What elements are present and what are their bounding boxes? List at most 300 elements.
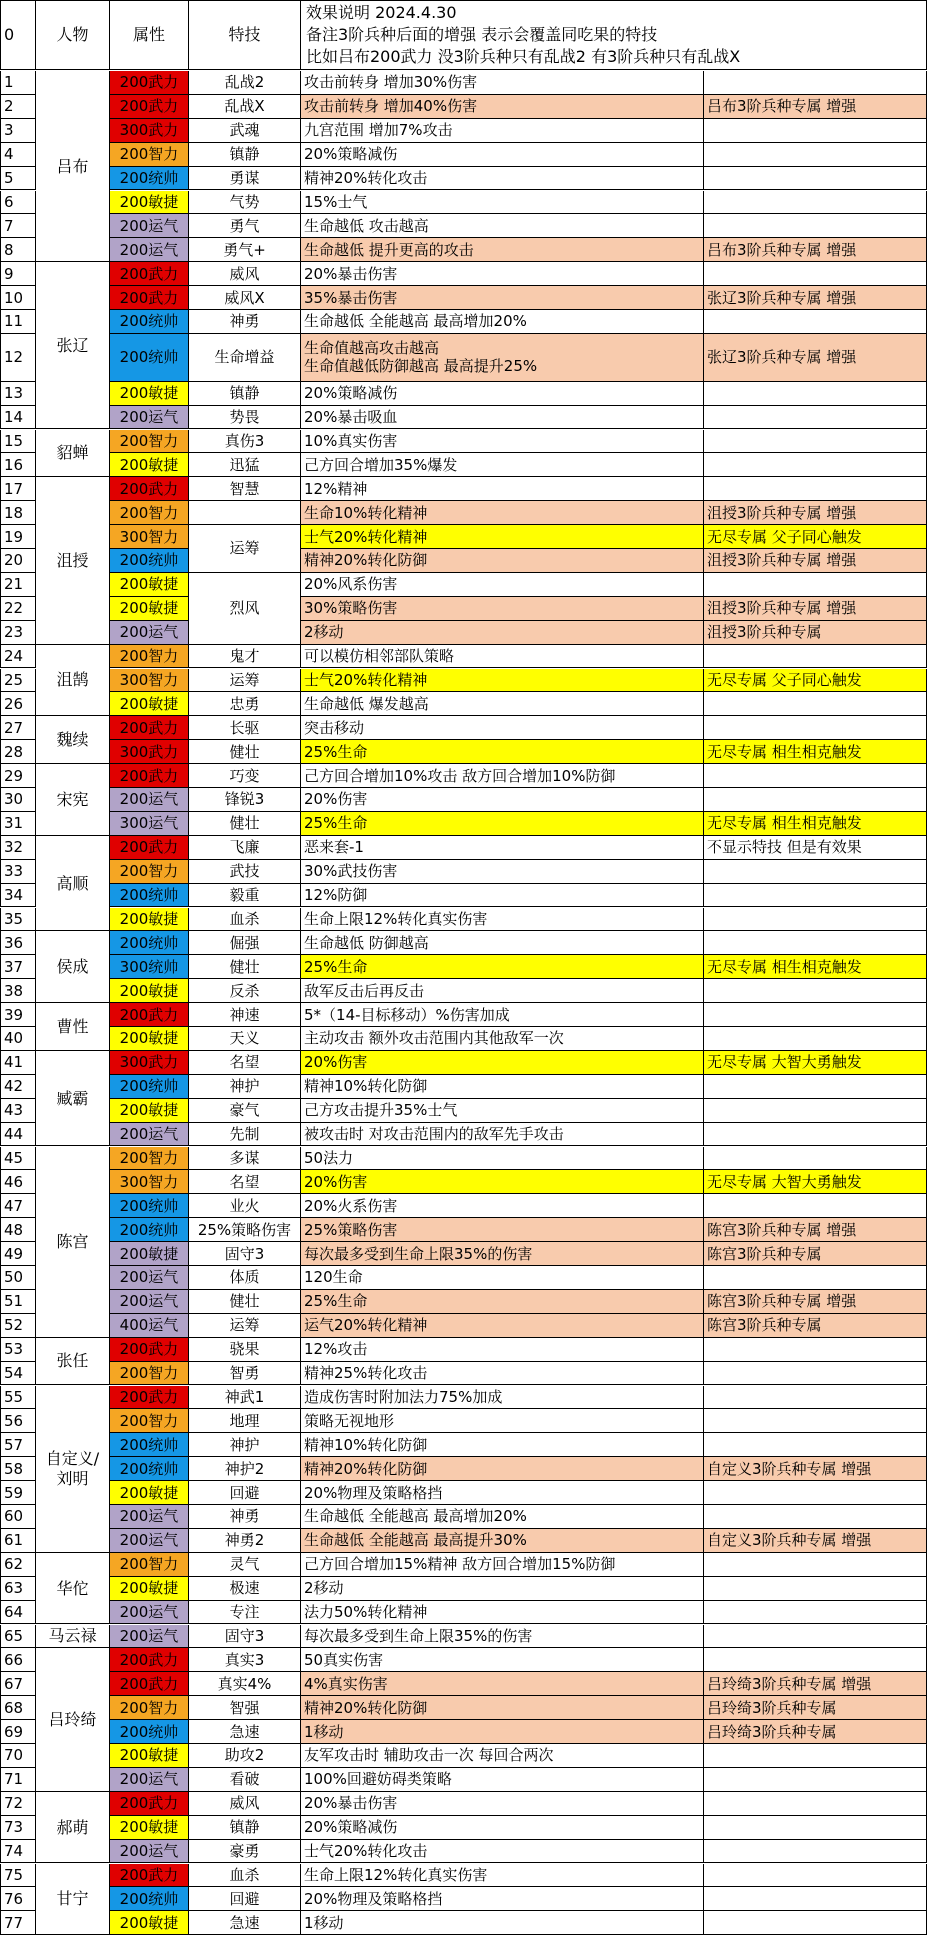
effect-note: 精神20%转化防御	[301, 549, 704, 573]
attribute-badge: 200统帅	[110, 334, 189, 382]
character-name: 宋宪	[36, 764, 110, 836]
skill-name: 智勇	[189, 1362, 301, 1386]
effect-note: 可以模仿相邻部队策略	[301, 645, 704, 669]
effect-note: 恶来套-1	[301, 836, 704, 860]
exclusive-note: 无尽专属 大智大勇触发	[704, 1051, 927, 1075]
attribute-badge: 200运气	[110, 1625, 189, 1649]
row-index: 47	[0, 1194, 36, 1218]
character-name: 自定义/刘明	[36, 1386, 110, 1553]
character-name: 陈宫	[36, 1147, 110, 1338]
attribute-badge: 200敏捷	[110, 1816, 189, 1840]
attribute-badge: 200智力	[110, 1696, 189, 1720]
exclusive-note	[704, 1409, 927, 1433]
exclusive-note	[704, 1075, 927, 1099]
character-name: 甘宁	[36, 1864, 110, 1935]
exclusive-note: 无尽专属 父子同心触发	[704, 525, 927, 549]
effect-note: 120生命	[301, 1266, 704, 1290]
skill-name: 镇静	[189, 143, 301, 167]
exclusive-note: 吕玲绮3阶兵种专属 增强	[704, 1672, 927, 1696]
character-name: 貂蝉	[36, 430, 110, 478]
effect-note: 运气20%转化精神	[301, 1314, 704, 1338]
effect-note: 20%暴击伤害	[301, 1792, 704, 1816]
skill-name: 助攻2	[189, 1744, 301, 1768]
effect-note: 12%攻击	[301, 1338, 704, 1362]
exclusive-note: 无尽专属 相生相克触发	[704, 955, 927, 979]
effect-note: 25%生命	[301, 740, 704, 764]
attribute-badge: 200武力	[110, 1338, 189, 1362]
exclusive-note: 无尽专属 相生相克触发	[704, 740, 927, 764]
attribute-badge: 200智力	[110, 1553, 189, 1577]
row-index: 76	[0, 1887, 36, 1911]
skill-name: 神速	[189, 1003, 301, 1027]
effect-note: 2移动	[301, 621, 704, 645]
character-name: 吕布	[36, 71, 110, 262]
exclusive-note: 吕布3阶兵种专属 增强	[704, 95, 927, 119]
attribute-badge: 200运气	[110, 1123, 189, 1147]
attribute-badge: 200运气	[110, 621, 189, 645]
skill-name: 体质	[189, 1266, 301, 1290]
attribute-badge: 200运气	[110, 1840, 189, 1864]
skill-name: 神护2	[189, 1457, 301, 1481]
skill-name: 健壮	[189, 1290, 301, 1314]
skill-name: 多谋	[189, 1147, 301, 1171]
row-index: 1	[0, 71, 36, 95]
character-name: 张辽	[36, 262, 110, 429]
exclusive-note	[704, 716, 927, 740]
row-index: 12	[0, 334, 36, 382]
row-index: 74	[0, 1840, 36, 1864]
row-index: 3	[0, 119, 36, 143]
effect-note: 20%火系伤害	[301, 1194, 704, 1218]
effect-note: 精神10%转化防御	[301, 1075, 704, 1099]
skill-name: 烈风	[189, 573, 301, 645]
exclusive-note	[704, 1433, 927, 1457]
skill-name: 锋锐3	[189, 788, 301, 812]
skill-name: 生命增益	[189, 334, 301, 382]
exclusive-note: 沮授3阶兵种专属 增强	[704, 549, 927, 573]
exclusive-note: 沮授3阶兵种专属	[704, 621, 927, 645]
skill-name: 名望	[189, 1051, 301, 1075]
effect-note: 30%策略伤害	[301, 597, 704, 621]
character-name: 张任	[36, 1338, 110, 1386]
attribute-badge: 200武力	[110, 262, 189, 286]
exclusive-note	[704, 1744, 927, 1768]
effect-note: 50法力	[301, 1147, 704, 1171]
attribute-badge: 200统帅	[110, 884, 189, 908]
row-index: 32	[0, 836, 36, 860]
character-name: 吕玲绮	[36, 1648, 110, 1791]
skill-name: 25%策略伤害	[189, 1218, 301, 1242]
exclusive-note	[704, 1768, 927, 1792]
exclusive-note: 自定义3阶兵种专属 增强	[704, 1457, 927, 1481]
skill-name: 专注	[189, 1601, 301, 1625]
character-name: 沮鹄	[36, 645, 110, 717]
effect-note: 12%精神	[301, 477, 704, 501]
attribute-badge: 200敏捷	[110, 1242, 189, 1266]
row-index: 15	[0, 430, 36, 454]
attribute-badge: 200智力	[110, 1409, 189, 1433]
attribute-badge: 200智力	[110, 1147, 189, 1171]
header-description	[301, 0, 927, 70]
exclusive-note: 张辽3阶兵种专属 增强	[704, 334, 927, 382]
skill-name: 智强	[189, 1696, 301, 1720]
exclusive-note	[704, 1099, 927, 1123]
effect-note: 九宫范围 增加7%攻击	[301, 119, 704, 143]
skill-name: 极速	[189, 1577, 301, 1601]
skill-name: 地理	[189, 1409, 301, 1433]
effect-note: 法力50%转化精神	[301, 1601, 704, 1625]
attribute-badge: 200敏捷	[110, 1481, 189, 1505]
skill-name: 镇静	[189, 382, 301, 406]
row-index: 52	[0, 1314, 36, 1338]
exclusive-note	[704, 262, 927, 286]
row-index: 72	[0, 1792, 36, 1816]
effect-note: 35%暴击伤害	[301, 286, 704, 310]
exclusive-note: 无尽专属 父子同心触发	[704, 669, 927, 693]
attribute-badge: 200武力	[110, 764, 189, 788]
skill-name: 天义	[189, 1027, 301, 1051]
skill-name: 回避	[189, 1481, 301, 1505]
row-index: 71	[0, 1768, 36, 1792]
attribute-badge: 200武力	[110, 95, 189, 119]
attribute-badge: 200智力	[110, 501, 189, 525]
row-index: 37	[0, 955, 36, 979]
effect-note: 20%伤害	[301, 1051, 704, 1075]
row-index: 11	[0, 310, 36, 334]
row-index: 40	[0, 1027, 36, 1051]
effect-note: 士气20%转化精神	[301, 525, 704, 549]
effect-note: 20%物理及策略格挡	[301, 1481, 704, 1505]
effect-note: 2移动	[301, 1577, 704, 1601]
exclusive-note	[704, 573, 927, 597]
exclusive-note	[704, 167, 927, 191]
attribute-badge: 200敏捷	[110, 1099, 189, 1123]
attribute-badge: 200武力	[110, 1003, 189, 1027]
effect-note: 主动攻击 额外攻击范围内其他敌军一次	[301, 1027, 704, 1051]
skill-name: 回避	[189, 1887, 301, 1911]
row-index: 5	[0, 167, 36, 191]
effect-note: 1移动	[301, 1720, 704, 1744]
exclusive-note	[704, 119, 927, 143]
effect-note: 50真实伤害	[301, 1648, 704, 1672]
skill-name: 真实4%	[189, 1672, 301, 1696]
effect-note: 生命越低 攻击越高	[301, 214, 704, 238]
skill-name: 健壮	[189, 740, 301, 764]
attribute-badge: 200敏捷	[110, 908, 189, 932]
header-description-line: 比如吕布200武力 没3阶兵种只有乱战2 有3阶兵种只有乱战X	[306, 46, 921, 68]
skill-name: 急速	[189, 1911, 301, 1935]
exclusive-note	[704, 692, 927, 716]
exclusive-note	[704, 1266, 927, 1290]
attribute-badge: 200武力	[110, 477, 189, 501]
skill-name: 神护	[189, 1433, 301, 1457]
exclusive-note	[704, 1864, 927, 1888]
exclusive-note	[704, 214, 927, 238]
character-name: 马云禄	[36, 1625, 110, 1649]
row-index: 69	[0, 1720, 36, 1744]
attribute-badge: 300运气	[110, 812, 189, 836]
effect-note: 攻击前转身 增加30%伤害	[301, 71, 704, 95]
character-name: 曹性	[36, 1003, 110, 1051]
character-name: 臧霸	[36, 1051, 110, 1147]
row-index: 65	[0, 1625, 36, 1649]
attribute-badge: 200智力	[110, 143, 189, 167]
row-index: 39	[0, 1003, 36, 1027]
exclusive-note	[704, 453, 927, 477]
row-index: 30	[0, 788, 36, 812]
exclusive-note	[704, 1625, 927, 1649]
effect-note: 策略无视地形	[301, 1409, 704, 1433]
row-index: 21	[0, 573, 36, 597]
exclusive-note	[704, 406, 927, 430]
skill-name: 名望	[189, 1170, 301, 1194]
skill-name: 反杀	[189, 979, 301, 1003]
character-name: 郝萌	[36, 1792, 110, 1864]
effect-note: 15%士气	[301, 191, 704, 215]
row-index: 31	[0, 812, 36, 836]
exclusive-note	[704, 764, 927, 788]
effect-note: 己方攻击提升35%士气	[301, 1099, 704, 1123]
skill-name: 威风	[189, 262, 301, 286]
row-index: 20	[0, 549, 36, 573]
effect-note: 生命越低 提升更高的攻击	[301, 238, 704, 262]
attribute-badge: 200统帅	[110, 1887, 189, 1911]
row-index: 14	[0, 406, 36, 430]
attribute-badge: 200敏捷	[110, 382, 189, 406]
row-index: 62	[0, 1553, 36, 1577]
skill-name: 乱战X	[189, 95, 301, 119]
skill-name: 健壮	[189, 812, 301, 836]
exclusive-note	[704, 645, 927, 669]
row-index: 44	[0, 1123, 36, 1147]
effect-note-line: 生命值越低防御越高 最高提升25%	[304, 357, 537, 375]
effect-note: 生命越低 全能越高 最高增加20%	[301, 1505, 704, 1529]
skill-name: 真实3	[189, 1648, 301, 1672]
attribute-badge: 200武力	[110, 286, 189, 310]
header-character: 人物	[36, 0, 110, 70]
exclusive-note	[704, 71, 927, 95]
exclusive-note	[704, 430, 927, 454]
header-description-line: 效果说明 2024.4.30	[306, 2, 921, 24]
row-index: 66	[0, 1648, 36, 1672]
effect-note: 每次最多受到生命上限35%的伤害	[301, 1242, 704, 1266]
skill-name: 巧变	[189, 764, 301, 788]
attribute-badge: 200武力	[110, 716, 189, 740]
skill-name: 勇谋	[189, 167, 301, 191]
attribute-badge: 200敏捷	[110, 597, 189, 621]
exclusive-note	[704, 1648, 927, 1672]
effect-note: 精神20%转化防御	[301, 1696, 704, 1720]
skill-name: 势畏	[189, 406, 301, 430]
row-index: 46	[0, 1170, 36, 1194]
attribute-badge: 200敏捷	[110, 573, 189, 597]
exclusive-note	[704, 884, 927, 908]
exclusive-note	[704, 788, 927, 812]
skill-name: 运筹	[189, 525, 301, 573]
effect-note: 100%回避妨碍类策略	[301, 1768, 704, 1792]
attribute-badge: 200统帅	[110, 1194, 189, 1218]
exclusive-note: 无尽专属 相生相克触发	[704, 812, 927, 836]
skill-name: 固守3	[189, 1242, 301, 1266]
row-index: 56	[0, 1409, 36, 1433]
row-index: 63	[0, 1577, 36, 1601]
attribute-badge: 200武力	[110, 1672, 189, 1696]
exclusive-note	[704, 1911, 927, 1935]
effect-note: 己方回合增加35%爆发	[301, 453, 704, 477]
attribute-badge: 200统帅	[110, 310, 189, 334]
skill-name	[189, 501, 301, 525]
skill-name: 飞廉	[189, 836, 301, 860]
exclusive-note	[704, 860, 927, 884]
row-index: 8	[0, 238, 36, 262]
skill-name: 长驱	[189, 716, 301, 740]
row-index: 61	[0, 1529, 36, 1553]
exclusive-note	[704, 310, 927, 334]
effect-note: 己方回合增加15%精神 敌方回合增加15%防御	[301, 1553, 704, 1577]
exclusive-note: 自定义3阶兵种专属 增强	[704, 1529, 927, 1553]
effect-note: 25%生命	[301, 1290, 704, 1314]
row-index: 42	[0, 1075, 36, 1099]
effect-note: 20%伤害	[301, 1170, 704, 1194]
row-index: 23	[0, 621, 36, 645]
row-index: 4	[0, 143, 36, 167]
exclusive-note	[704, 1362, 927, 1386]
row-index: 75	[0, 1864, 36, 1888]
effect-note: 20%策略减伤	[301, 382, 704, 406]
attribute-badge: 200统帅	[110, 1075, 189, 1099]
skill-name: 倔强	[189, 931, 301, 955]
skill-name: 血杀	[189, 1864, 301, 1888]
attribute-badge: 200运气	[110, 1529, 189, 1553]
skill-name: 神武1	[189, 1386, 301, 1410]
character-name: 魏续	[36, 716, 110, 764]
effect-note: 25%生命	[301, 812, 704, 836]
effect-note: 5*（14-目标移动）%伤害加成	[301, 1003, 704, 1027]
effect-note: 生命越低 爆发越高	[301, 692, 704, 716]
skill-name: 健壮	[189, 955, 301, 979]
row-index: 38	[0, 979, 36, 1003]
attribute-badge: 200敏捷	[110, 1027, 189, 1051]
skill-name: 固守3	[189, 1625, 301, 1649]
row-index: 35	[0, 908, 36, 932]
effect-note: 生命上限12%转化真实伤害	[301, 1864, 704, 1888]
attribute-badge: 200智力	[110, 860, 189, 884]
skill-name: 急速	[189, 1720, 301, 1744]
exclusive-note	[704, 191, 927, 215]
exclusive-note	[704, 143, 927, 167]
exclusive-note	[704, 1577, 927, 1601]
exclusive-note	[704, 477, 927, 501]
row-index: 6	[0, 191, 36, 215]
effect-note: 造成伤害时附加法力75%加成	[301, 1386, 704, 1410]
row-index: 18	[0, 501, 36, 525]
skill-name: 运筹	[189, 669, 301, 693]
exclusive-note	[704, 1792, 927, 1816]
attribute-badge: 200武力	[110, 836, 189, 860]
row-index: 48	[0, 1218, 36, 1242]
row-index: 53	[0, 1338, 36, 1362]
skill-name: 乱战2	[189, 71, 301, 95]
attribute-badge: 400运气	[110, 1314, 189, 1338]
effect-note: 25%生命	[301, 955, 704, 979]
effect-note: 20%物理及策略格挡	[301, 1887, 704, 1911]
exclusive-note: 沮授3阶兵种专属 增强	[704, 597, 927, 621]
attribute-badge: 200运气	[110, 1768, 189, 1792]
row-index: 36	[0, 931, 36, 955]
row-index: 60	[0, 1505, 36, 1529]
skill-name: 威风X	[189, 286, 301, 310]
character-name: 华佗	[36, 1553, 110, 1625]
header-skill: 特技	[189, 0, 301, 70]
row-index: 16	[0, 453, 36, 477]
character-name: 侯成	[36, 931, 110, 1003]
effect-note: 精神10%转化防御	[301, 1433, 704, 1457]
effect-note: 30%武技伤害	[301, 860, 704, 884]
effect-note: 20%暴击吸血	[301, 406, 704, 430]
row-index: 59	[0, 1481, 36, 1505]
attribute-badge: 200敏捷	[110, 979, 189, 1003]
row-index: 77	[0, 1911, 36, 1935]
attribute-badge: 300智力	[110, 1170, 189, 1194]
effect-note: 20%策略减伤	[301, 143, 704, 167]
attribute-badge: 300智力	[110, 669, 189, 693]
row-index: 17	[0, 477, 36, 501]
row-index: 29	[0, 764, 36, 788]
effect-note: 生命越低 全能越高 最高增加20%	[301, 310, 704, 334]
skill-name: 灵气	[189, 1553, 301, 1577]
attribute-badge: 200统帅	[110, 1720, 189, 1744]
attribute-badge: 200武力	[110, 1648, 189, 1672]
effect-note: 己方回合增加10%攻击 敌方回合增加10%防御	[301, 764, 704, 788]
attribute-badge: 200统帅	[110, 167, 189, 191]
exclusive-note	[704, 1553, 927, 1577]
exclusive-note	[704, 382, 927, 406]
attribute-badge: 200运气	[110, 1266, 189, 1290]
skill-name: 迅猛	[189, 453, 301, 477]
skill-name: 武魂	[189, 119, 301, 143]
row-index: 58	[0, 1457, 36, 1481]
effect-note: 生命越低 防御越高	[301, 931, 704, 955]
effect-note: 25%策略伤害	[301, 1218, 704, 1242]
effect-note: 被攻击时 对攻击范围内的敌军先手攻击	[301, 1123, 704, 1147]
exclusive-note: 无尽专属 大智大勇触发	[704, 1170, 927, 1194]
effect-note: 精神20%转化攻击	[301, 167, 704, 191]
row-index: 2	[0, 95, 36, 119]
exclusive-note: 陈宫3阶兵种专属 增强	[704, 1290, 927, 1314]
effect-note: 突击移动	[301, 716, 704, 740]
attribute-badge: 300武力	[110, 119, 189, 143]
row-index: 54	[0, 1362, 36, 1386]
row-index: 22	[0, 597, 36, 621]
attribute-badge: 300智力	[110, 525, 189, 549]
effect-note: 20%风系伤害	[301, 573, 704, 597]
exclusive-note	[704, 1338, 927, 1362]
attribute-badge: 200统帅	[110, 1433, 189, 1457]
attribute-badge: 200武力	[110, 1864, 189, 1888]
effect-note: 士气20%转化精神	[301, 669, 704, 693]
exclusive-note	[704, 1505, 927, 1529]
skill-name: 镇静	[189, 1816, 301, 1840]
attribute-badge: 200统帅	[110, 1457, 189, 1481]
attribute-badge: 200统帅	[110, 931, 189, 955]
row-index: 64	[0, 1601, 36, 1625]
exclusive-note: 陈宫3阶兵种专属	[704, 1314, 927, 1338]
skill-name: 勇气+	[189, 238, 301, 262]
row-index: 49	[0, 1242, 36, 1266]
exclusive-note	[704, 1386, 927, 1410]
header-index: 0	[0, 0, 36, 70]
row-index: 25	[0, 669, 36, 693]
